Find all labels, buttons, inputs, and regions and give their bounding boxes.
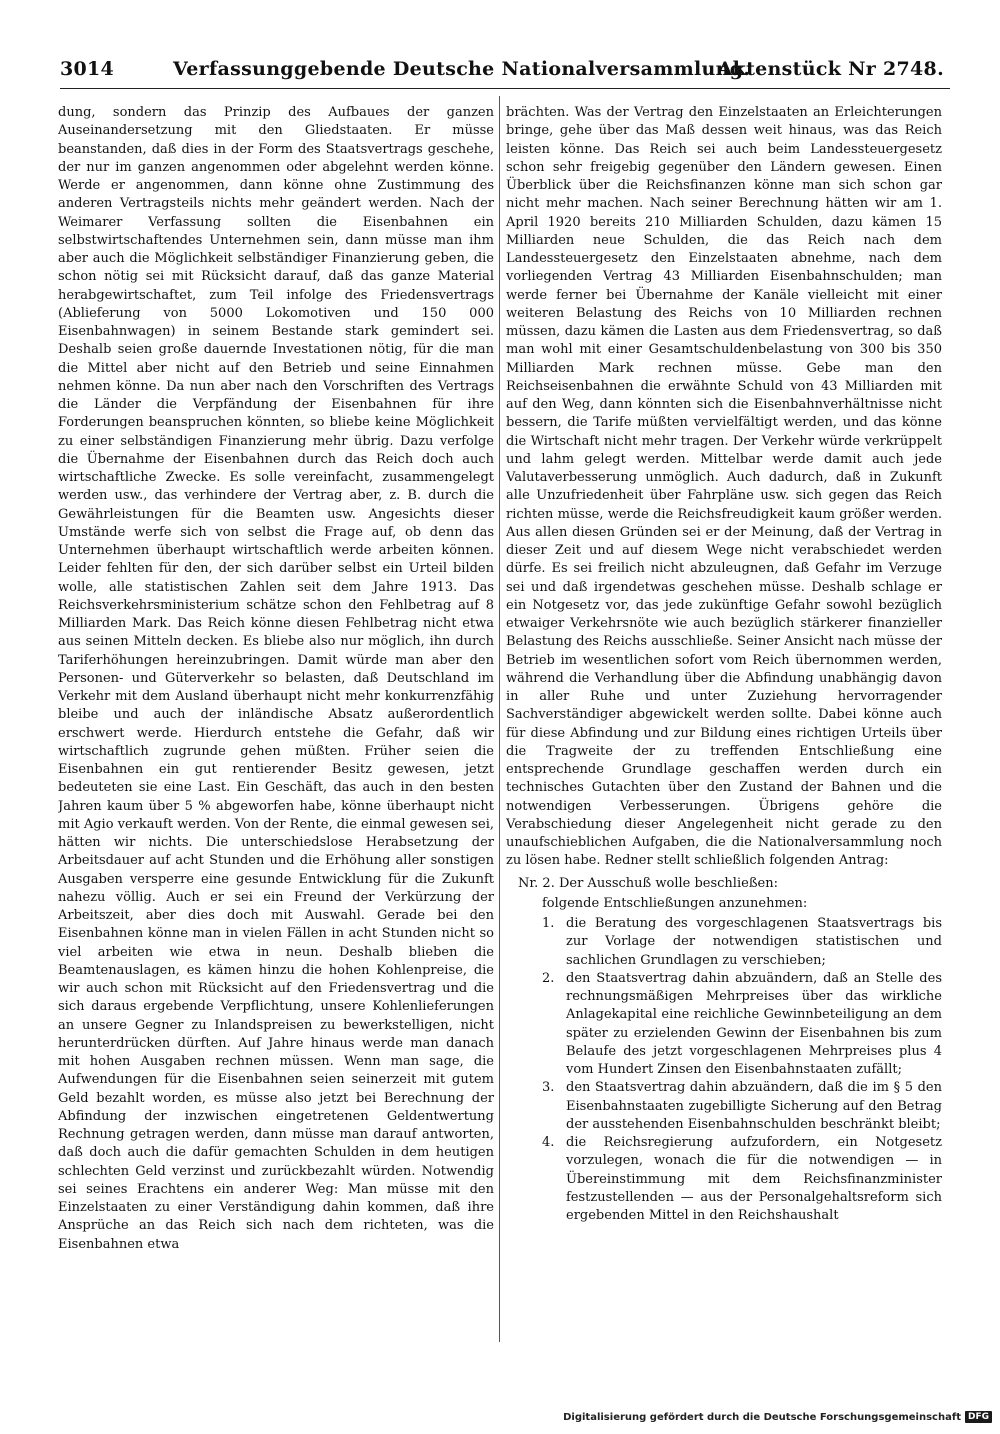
motion-subheading: folgende Entschließungen anzunehmen: [542, 895, 808, 911]
document-number: Aktenstück Nr 2748. [717, 58, 944, 80]
motion-item-text: die Reichsregierung aufzufordern, ein Notgesetz vorzulegen, wonach die für die notwendigen — in Übereinstimmung mit dem Reichsfinanzminister festzustellenden — aus der Personalgehaltsreform sich ergebenden Mittel in den Reichshaushalt [566, 1135, 942, 1223]
column-divider [499, 96, 500, 1342]
motion-item-number: 3. [542, 1080, 555, 1096]
motion-item-text: die Beratung des vorgeschlagenen Staatsvertrags bis zur Vorlage der notwendigen statistischen und sachlichen Grundlagen zu verschieben; [566, 916, 942, 968]
page-number: 3014 [60, 58, 115, 80]
page-header [60, 56, 950, 86]
motion-item-text: den Staatsvertrag dahin abzuändern, daß die im § 5 den Eisenbahnstaaten zugebilligte Sicherung auf den Betrag der ausstehenden Eisenbahnschulden beschränkt bleibt; [566, 1080, 942, 1132]
motion-list [506, 915, 942, 1225]
publication-title: Verfassunggebende Deutsche Nationalversammlung. [173, 58, 751, 80]
header-rule [60, 88, 950, 89]
motion-item-number: 1. [542, 916, 555, 931]
credit-text: Digitalisierung gefördert durch die Deutsche Forschungsgemeinschaft [563, 1411, 961, 1423]
motion-heading: Nr. 2. Der Ausschuß wolle beschließen: [518, 875, 778, 891]
motion-item-number: 2. [542, 970, 555, 986]
motion-item [542, 970, 942, 1080]
digitization-credit [563, 1410, 992, 1424]
dfg-logo: DFG [965, 1411, 992, 1423]
motion-item [542, 915, 942, 970]
motion-item [542, 1134, 942, 1225]
motion-item-number: 4. [542, 1135, 555, 1150]
left-paragraph: dung, sondern das Prinzip des Aufbaues der ganzen Auseinandersetzung mit den Gliedstaaten. Er müsse beanstanden, daß dies in der Form des Staatsvertrags geschehe, der nur im ganzen angenommen oder abgelehnt werden könne. Werde er angenommen, dann könne ohne Zustimmung des anderen Vertragsteils nichts mehr geändert werden. Nach der Weimarer Verfassung sollten die Eisenbahnen ein selbstwirtschaftendes Unternehmen sein, dann müsse man ihm aber auch die Möglichkeit selbständiger Finanzierung geben, die schon nötig sei mit Rücksicht darauf, daß das ganze Material herabgewirtschaftet, zum Teil infolge des Friedensvertrags (Ablieferung von 5000 Lokomotiven und 150 000 Eisenbahnwagen) in seinem Bestande stark gemindert sei. Deshalb seien große dauernde Investationen nötig, für die man die Mittel aber nicht auf den Betrieb und seine Einnahmen nehmen könne. Da nun aber nach den Vorschriften des Vertrags die Länder die Verpfändung der Eisenbahnen für ihre Forderungen beanspruchen könnten, so bliebe keine Möglichkeit zu einer selbständigen Finanzierung mehr übrig. Dazu verfolge die Übernahme der Eisenbahnen durch das Reich doch auch wirtschaftliche Zwecke. Es solle vereinfacht, zusammengelegt werden usw., das verhindere der Vertrag aber, z. B. durch die Gewährleistungen für die Beamten usw. Angesichts dieser Umstände werfe sich von selbst die Frage auf, ob denn das Unternehmen überhaupt wirtschaftlich werde arbeiten können. Leider fehlten für den, der sich darüber selbst ein Urteil bilden wolle, alle statistischen Zahlen seit dem Jahre 1913. Das Reichsverkehrsministerium schätze schon den Fehlbetrag auf 8 Milliarden Mark. Das Reich könne diesen Fehlbetrag nicht etwa aus seinen Mitteln decken. Es bliebe also nur möglich, ihn durch Tariferhöhungen hereinzubringen. Damit würde man aber den Personen- und Güterverkehr so belasten, daß Deutschland im Verkehr mit dem Ausland überhaupt nicht mehr konkurrenzfähig bleibe und auch der inländische Absatz außerordentlich erschwert werde. Hierdurch entstehe die Gefahr, daß wir wirtschaftlich zugrunde gehen müßten. Früher seien die Eisenbahnen ein gut rentierender Besitz gewesen, jetzt bedeuteten sie eine Last. Ein Geschäft, das auch in den besten Jahren kaum über 5 % abgeworfen habe, könne überhaupt nicht mit Agio verkauft werden. Von der Rente, die einmal gewesen sei, hätten wir nichts. Die unterschiedslose Herabsetzung der Arbeitsdauer auf acht Stunden und die Erhöhung aller sonstigen Ausgaben versperre eine gesunde Entwicklung für die Zukunft nahezu völlig. Auch er sei ein Freund der Verkürzung der Arbeitszeit, aber dies doch mit Auswahl. Gerade bei den Eisenbahnen könne man in vielen Fällen in acht Stunden nicht so viel arbeiten wie etwa in neun. Deshalb blieben die Beamtenauslagen, es kämen hinzu die hohen Kohlenpreise, die wir auch schon mit Rücksicht auf den Friedensvertrag und die sich daraus ergebende Verpflichtung, unsere Kohlenlieferungen an unsere Gegner zu Inlandspreisen zu bewerkstelligen, nicht herunterdrücken dürften. Auf Jahre hinaus werde man danach mit hohen Ausgaben rechnen müssen. Wenn man sage, die Aufwendungen für die Eisenbahnen seien seinerzeit mit gutem Geld bezahlt worden, es müsse also jetzt bei Berechnung der Abfindung der inzwischen eingetretenen Geldentwertung Rechnung getragen werden, dann müsse man darauf antworten, daß doch auch die dafür gemachten Schulden in dem heutigen schlechten Geld verzinst und zurückbezahlt würden. Notwendig sei seines Erachtens ein anderer Weg: Man müsse mit den Einzelstaaten zu einer Verständigung dahin kommen, daß ihre Ansprüche an das Reich sich nach dem richteten, was die Eisenbahnen etwa [58, 105, 494, 1252]
left-column [58, 104, 494, 1342]
right-paragraph: brächten. Was der Vertrag den Einzelstaaten an Erleichterungen bringe, gehe über das Maß dessen weit hinaus, was das Reich leisten könne. Das Reich sei auch beim Landessteuergesetz schon sehr freigebig gegenüber den Ländern gewesen. Einen Überblick über die Reichsfinanzen könne man sich schon gar nicht mehr machen. Nach seiner Berechnung hätten wir am 1. April 1920 bereits 210 Milliarden Schulden, dazu kämen 15 Milliarden neue Schulden, die das Reich nach dem Landessteuergesetz den Einzelstaaten abnehme, nach dem vorliegenden Vertrag 43 Milliarden Eisenbahnschulden; man werde ferner bei Übernahme der Kanäle vielleicht mit einer weiteren Belastung des Reichs von 10 Milliarden rechnen müssen, dazu kämen die Lasten aus dem Friedensvertrag, so daß man wohl mit einer Gesamtschuldenbelastung von 300 bis 350 Milliarden Mark rechnen müsse. Gebe man den Reichseisenbahnen die erwähnte Schuld von 43 Milliarden mit auf den Weg, dann könnten sich die Eisenbahnverhältnisse nicht bessern, die Tarife müßten vervielfältigt werden, und das könne die Wirtschaft nicht mehr tragen. Der Verkehr würde verkrüppelt und lahm gelegt werden. Mittelbar werde damit auch jede Valutaverbesserung unmöglich. Auch dadurch, daß in Zukunft alle Unzufriedenheit über Fahrpläne usw. sich gegen das Reich richten müsse, werde die Reichsfreudigkeit kaum größer werden. Aus allen diesen Gründen sei er der Meinung, daß der Vertrag in dieser Zeit und auf diesem Wege nicht verabschiedet werden dürfe. Es sei freilich nicht abzuleugnen, daß Gefahr im Verzuge sei und daß irgendetwas geschehen müsse. Deshalb schlage er ein Notgesetz vor, das jede zukünftige Gefahr sowohl bezüglich etwaiger Verkehrsnöte wie auch bezüglich stärkerer finanzieller Belastung des Reichs ausschließe. Seiner Ansicht nach müsse der Betrieb im wesentlichen sofort vom Reich übernommen werden, während die Verhandlung über die Abfindung unabhängig davon in aller Ruhe und unter Zuziehung hervorragender Sachverständiger abgewickelt werden sollte. Dabei könne auch für diese Abfindung und zur Bildung eines richtigen Urteils über die Tragweite der zu treffenden Entschließung eine entsprechende Grundlage geschaffen werden durch ein technisches Gutachten über den Zustand der Bahnen und die notwendigen Verbesserungen. Übrigens gehöre die Verabschiedung dieser Angelegenheit nicht gerade zu den unaufschieblichen Aufgaben, die die Nationalversammlung noch zu lösen habe. Redner stellt schließlich folgenden Antrag: [506, 105, 942, 869]
motion-item-text: den Staatsvertrag dahin abzuändern, daß an Stelle des rechnungsmäßigen Mehrpreises über das wirkliche Anlagekapital eine reichliche Gewinnbeteiligung an dem später zu erzielenden Gewinn der Eisenbahnen bis zum Belaufe des jetzt vorgeschlagenen Mehrpreises plus 4 vom Hundert Zinsen den Eisenbahnstaaten zufällt; [566, 970, 942, 1077]
right-column [506, 104, 942, 1342]
motion-item [542, 1079, 942, 1134]
